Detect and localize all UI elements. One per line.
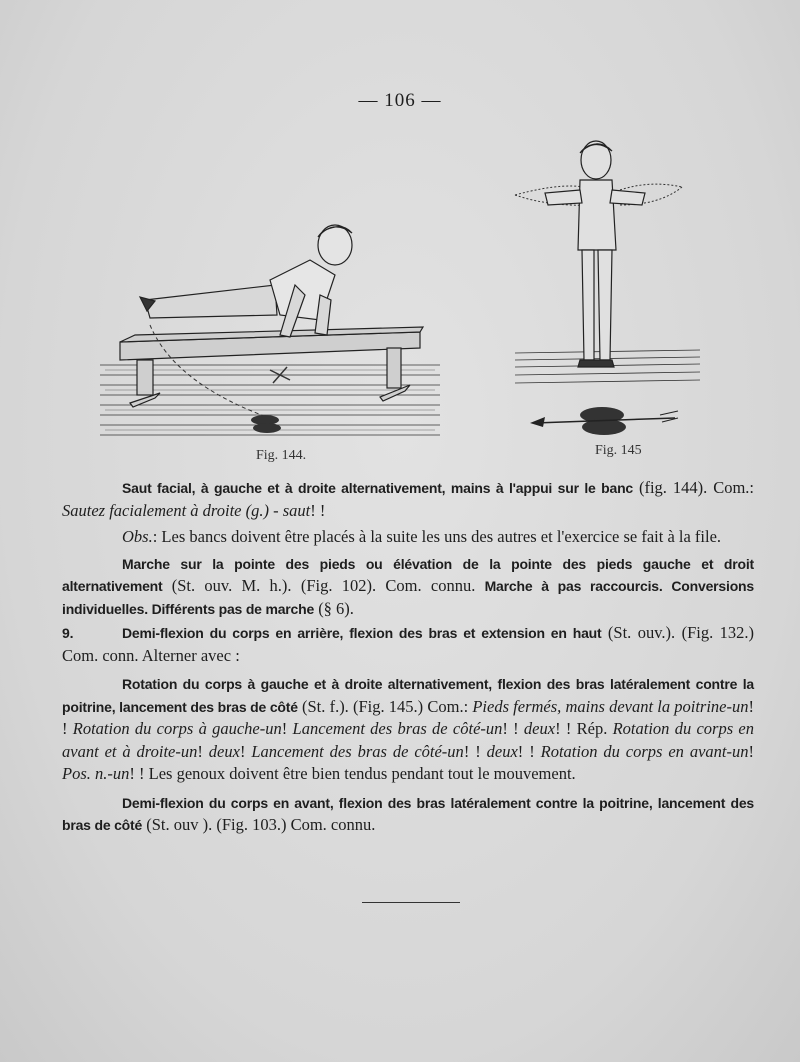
exercise-title: Demi-flexion du corps en arrière, flexion des bras et extension en haut bbox=[122, 625, 602, 641]
text-run: ! ! bbox=[62, 696, 754, 738]
command-text: Rotation du corps à gauche-un bbox=[72, 719, 282, 738]
obs-label: Obs. bbox=[122, 527, 153, 546]
text-run: ! bbox=[281, 719, 293, 738]
text-run: ! ! Rép. bbox=[555, 719, 613, 738]
exercise-title: Saut facial, à gauche et à droite alternativement, mains à l'appui sur le banc bbox=[122, 480, 634, 496]
body-text bbox=[62, 477, 754, 837]
paragraph-9 bbox=[62, 622, 754, 667]
command-text: Lancement des bras de côté-un bbox=[251, 741, 464, 761]
section-number: 9. bbox=[62, 625, 74, 641]
paragraph-rotation bbox=[62, 673, 754, 786]
figure-144-illustration bbox=[95, 215, 445, 445]
figure-145-illustration bbox=[510, 135, 705, 440]
paragraph-saut-facial bbox=[62, 477, 754, 522]
text-run: (St. ouv.). (Fig. 132.) Com. conn. Alterner avec : bbox=[62, 623, 754, 665]
exercise-title: Marche sur la pointe des pieds ou élévation de la pointe des pieds gauche et droit alternativement bbox=[62, 555, 754, 594]
exercise-title: Marche à pas raccourcis. Conversions individuelles. Différents pas de marche bbox=[62, 578, 754, 617]
command-text: Sautez facialement à droite (g.) - saut bbox=[62, 500, 311, 520]
command-text: Lancement des bras de côté-un bbox=[292, 719, 503, 738]
text-run: ! ! bbox=[463, 741, 487, 761]
text-run: (fig. 144). Com.: bbox=[633, 478, 754, 497]
text-run: ! bbox=[197, 741, 209, 761]
text-run: (St. f.). (Fig. 145.) Com.: bbox=[297, 696, 473, 716]
command-text: deux bbox=[208, 741, 240, 761]
text-run: (St. ouv. M. h.). (Fig. 102). Com. connu. bbox=[162, 576, 485, 595]
command-text: Rotation du corps en avant et à droite-un bbox=[62, 719, 754, 761]
text-run: (St. ouv ). (Fig. 103.) Com. connu. bbox=[142, 815, 376, 834]
command-text: Pieds fermés, mains devant la poitrine-un bbox=[472, 696, 749, 716]
command-text: Rotation du corps en avant-un bbox=[540, 741, 749, 761]
text-run: ! ! bbox=[310, 500, 326, 520]
section-divider bbox=[362, 902, 460, 903]
figure-144-caption: Fig. 144. bbox=[256, 448, 307, 463]
exercise-title: Demi-flexion du corps en avant, flexion des bras latéralement contre la poitrine, lancement des bras de côté bbox=[62, 794, 754, 833]
text-run: : Les bancs doivent être placés à la suite les uns des autres et l'exercice se fait à la file. bbox=[152, 527, 722, 546]
paragraph-observation bbox=[62, 526, 754, 549]
text-run: ! ! bbox=[502, 719, 524, 738]
paragraph-marche bbox=[62, 553, 754, 621]
text-run: ! bbox=[748, 741, 755, 761]
text-run: ! ! Les genoux doivent être bien tendus pendant tout le mouvement. bbox=[129, 764, 576, 783]
figure-145-caption: Fig. 145 bbox=[595, 443, 642, 458]
page-number: — 106 — bbox=[358, 90, 442, 111]
exercise-title: Rotation du corps à gauche et à droite alternativement, flexion des bras latéralement contre la poitrine, lancement des bras de côté bbox=[62, 676, 754, 715]
text-run: (§ 6). bbox=[314, 598, 354, 618]
text-run: ! ! bbox=[517, 741, 541, 761]
command-text: deux bbox=[523, 719, 556, 738]
paragraph-demi-flexion-avant bbox=[62, 792, 754, 837]
text-run: ! bbox=[239, 741, 252, 761]
command-text: Pos. n.-un bbox=[62, 764, 130, 783]
command-text: deux bbox=[486, 741, 518, 761]
